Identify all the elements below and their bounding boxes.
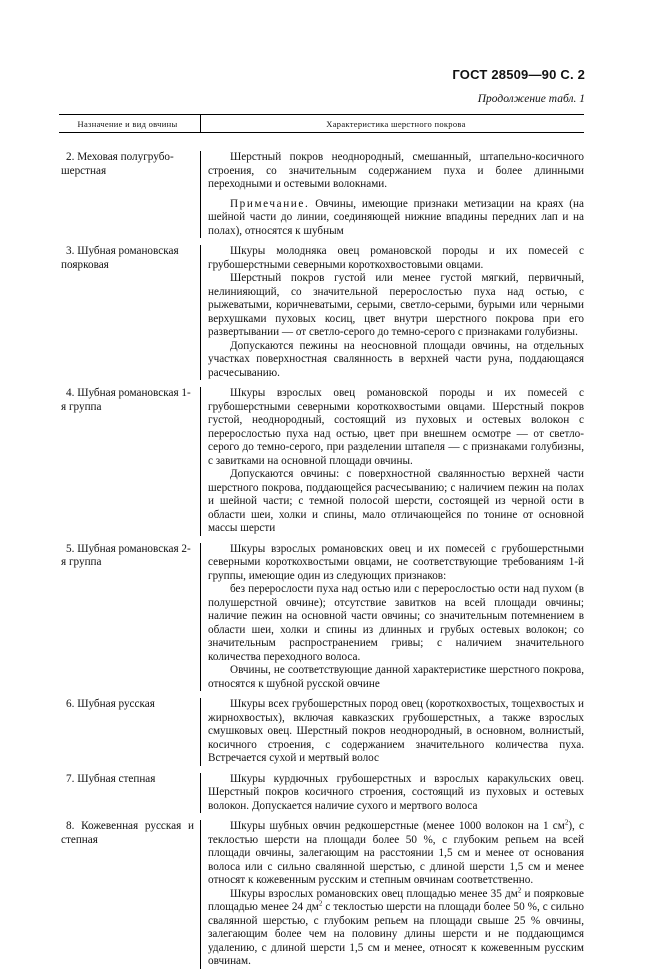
note-label: Примечание. bbox=[230, 197, 310, 210]
row-paragraph: Шкуры курдючных грубошерстных и взрослых каракульских овец. Шерстный покров косичного строения, состоящий из пуховых и остевых волокон. Допускается наличие сухого и мертвого волоса bbox=[208, 772, 584, 812]
row-paragraph: Шерстный покров неоднородный, смешанный, штапельно-косичного строения, со значительным содержанием пуха и более длинными переходными и остевыми волокнами. bbox=[208, 151, 584, 190]
standard-header: ГОСТ 28509—90 С. 2 bbox=[452, 67, 585, 82]
column-header-characteristics: Характеристика шерстного покрова bbox=[326, 118, 466, 129]
table-row bbox=[59, 536, 584, 692]
text-part: Шкуры шубных овчин редкошерстные (менее 1000 волокон на 1 см bbox=[230, 820, 565, 832]
characteristics-table bbox=[59, 114, 584, 969]
table-header bbox=[59, 114, 584, 133]
row-name: 6. Шубная русская bbox=[66, 698, 155, 710]
row-name: 4. Шубная романовская 1-я группа bbox=[61, 387, 191, 413]
superscript: 2 bbox=[318, 899, 323, 908]
row-paragraph: Шкуры взрослых романовских овец и их помесей с грубошерстными северными короткохвостыми овцами, не соответствующие требованиям 1-й группы, имеющие один из следующих признаков: bbox=[208, 542, 584, 582]
text-part: Шкуры взрослых романовских овец площадью менее 35 дм bbox=[230, 887, 518, 900]
row-name: 3. Шубная романовская поярковая bbox=[61, 245, 179, 271]
note-text: Овчины, имеющие признаки метизации на краях (на шейной части до линии, соединяющей нижние впадины передних лап и на полах), относятся к шубным bbox=[208, 197, 584, 237]
table-row bbox=[59, 813, 584, 969]
row-paragraph: Допускаются овчины: с поверхностной свалянностью верхней части шерстного покрова, поддающейся расчесыванию; с наличием пежин на полах и шейной части; с темной полосой шерсти, состоящей из черной ости в области шеи, холки и спины, мало отличающейся по тонине от основной массы шерсти bbox=[208, 468, 584, 534]
row-paragraph: без перерослости пуха над остью или с перерослостью ости над пухом (в полушерстной овчине); отсутствие завитков на всей площади овчины; наличие пежин на основной части овчины; со значительным потемнением в области шеи, холки и спины из длинных и грубых остевых волокон; со значительным распространением гривы; с наличием значительного количества переходного волоса. bbox=[208, 583, 584, 663]
row-paragraph: Допускаются пежины на неосновной площади овчины, на отдельных участках поверхностная свалянность в верхней части руна, поддающаяся расчесыванию. bbox=[208, 339, 584, 379]
table-continuation-label: Продолжение табл. 1 bbox=[477, 93, 585, 105]
row-name: 7. Шубная степная bbox=[66, 772, 156, 785]
row-name: 5. Шубная романовская 2-я группа bbox=[61, 542, 191, 568]
table-row bbox=[59, 380, 584, 536]
row-paragraph: Шкуры взрослых овец романовской породы и их помесей с грубошерстными северными короткохвостыми овцами. Шерстный покров густой, неоднородный, состоящий из пуховых и остевых волокон с перерослостью пуха над остью, цвет при внешнем осмотре — от светло-серого до темно-серого, при разделении штапеля — с признаками голубизны, с завитками на основной площади овчины. bbox=[208, 387, 584, 467]
row-name: 8. Кожевенная русская и степная bbox=[61, 820, 194, 846]
table-row bbox=[59, 766, 584, 814]
column-header-type: Назначение и вид овчины bbox=[59, 115, 201, 132]
row-paragraph: Шкуры молодняка овец романовской породы и их помесей с грубошерстными северными короткохвостовыми овцами. bbox=[208, 245, 584, 271]
table-row bbox=[59, 133, 584, 238]
row-paragraph: Шкуры всех грубошерстных пород овец (короткохвостых, тощехвостых и жирнохвостых), включая кавказских грубошерстных, а также взрослых смушковых овец. Шерстный покров неоднородный, в основном, волнистый, косичного строения, с содержанием значительного количества пуха. Встречается сухой и мертвый волос bbox=[208, 698, 584, 764]
text-part: с теклостью шерсти на площади более 50 %, с сильно свалянной шерстью, с глубоким репьем на площади свыше 25 % овчины, залегающим более чем на половину длины шерсти и не поддающимся удалению, с длиной шерсти 1,5 см и менее, относят к кожевенным русским овчинам. bbox=[208, 901, 584, 967]
row-note bbox=[208, 198, 584, 239]
table-row bbox=[59, 238, 584, 380]
row-name: 2. Меховая полугрубо-шерстная bbox=[61, 151, 174, 177]
superscript: 2 bbox=[564, 818, 569, 827]
row-paragraph: Шерстный покров густой или менее густой мягкий, первичный, нелинияющий, со значительной перерослостью пуха над остью, с рыжеватыми, коричневатыми, серыми, светло-серыми, бурыми или черными верхушками пуховых косиц, цвет внутри шерстного покрова при его развертывании — от светло-серого до темно-серого с признаками голубизны. bbox=[208, 272, 584, 338]
row-paragraph: Овчины, не соответствующие данной характеристике шерстного покрова, относятся к шубной русской овчине bbox=[208, 664, 584, 690]
superscript: 2 bbox=[517, 885, 522, 894]
row-paragraph bbox=[208, 885, 584, 969]
text-part: ), с теклостью шерсти на площади более 50 %, с глубоким репьем на всей площади овчины, залегающим на расстоянии 1,5 см и менее от основания волоса или с сильно свалянной шерстью, с длиной шерсти 1,5 см и менее относят к кожевенным русским и степным овчинам соответственно. bbox=[208, 820, 584, 886]
text-part: и поярковые площадью менее 24 дм bbox=[208, 887, 584, 913]
table-row bbox=[59, 691, 584, 766]
row-paragraph bbox=[208, 820, 584, 888]
